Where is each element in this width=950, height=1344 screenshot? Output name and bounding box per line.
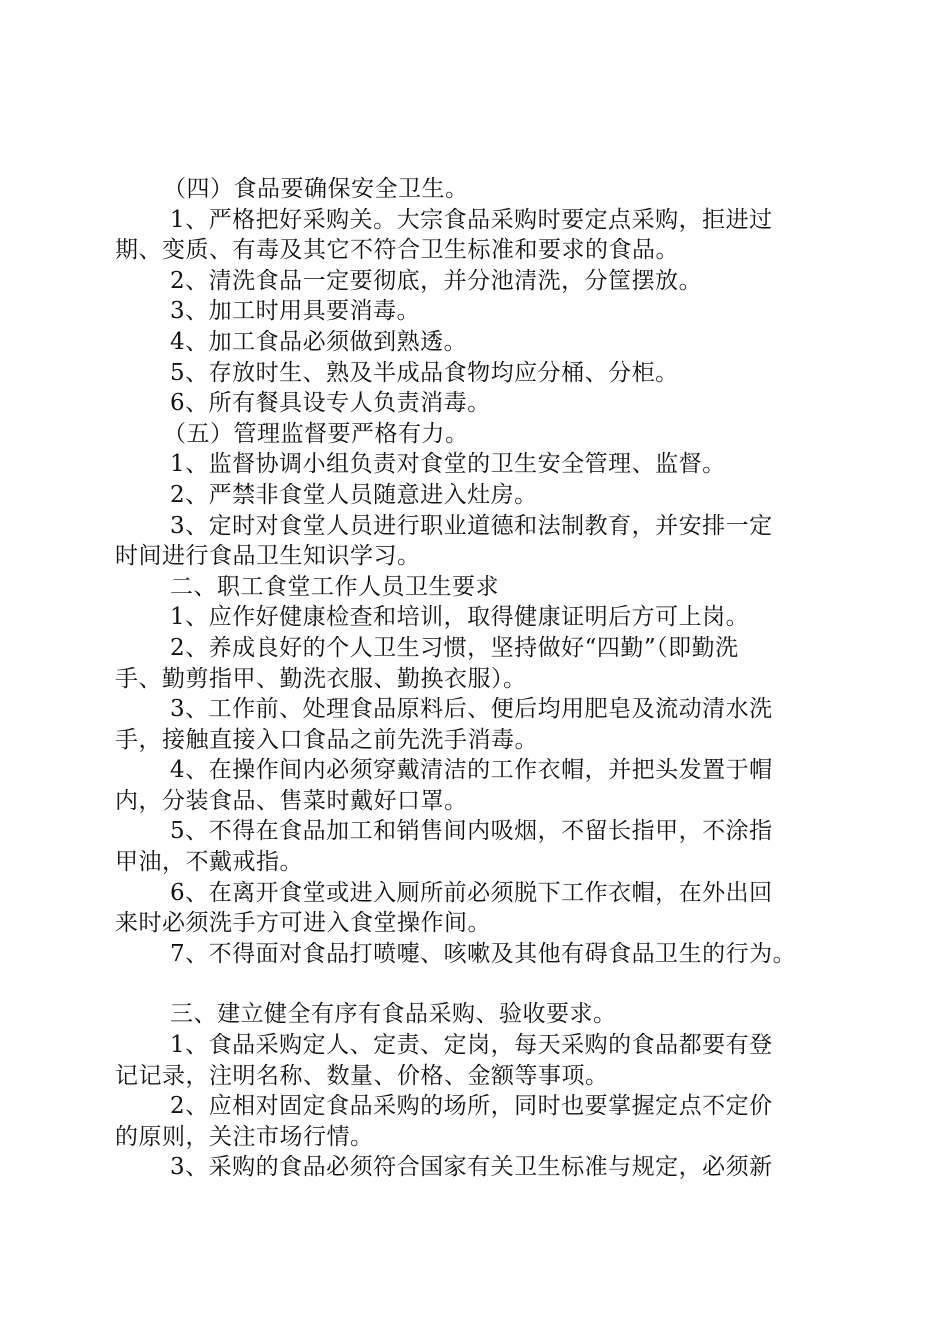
text-line: 手，接触直接入口食品之前先洗手消毒。 <box>115 726 538 753</box>
text-line: 4、加工食品必须做到熟透。 <box>170 328 468 355</box>
text-line: 5、不得在食品加工和销售间内吸烟，不留长指甲，不涂指 <box>170 818 773 845</box>
text-line: 3、定时对食堂人员进行职业道德和法制教育，并安排一定 <box>170 512 773 539</box>
text-line: 甲油，不戴戒指。 <box>115 849 303 876</box>
text-line: 6、所有餐具设专人负责消毒。 <box>170 390 491 417</box>
text-line: 3、工作前、处理食品原料后、便后均用肥皂及流动清水洗 <box>170 696 773 723</box>
text-line: 手、勤剪指甲、勤洗衣服、勤换衣服）。 <box>115 665 527 692</box>
section-heading-3: 三、建立健全有序有食品采购、验收要求。 <box>170 1001 617 1028</box>
text-line: 5、存放时生、熟及半成品食物均应分桶、分柜。 <box>170 359 679 386</box>
text-line: 时间进行食品卫生知识学习。 <box>115 543 421 570</box>
text-line: 记记录，注明名称、数量、价格、金额等事项。 <box>115 1062 609 1089</box>
text-line: 7、不得面对食品打喷嚏、咳嗽及其他有碍食品卫生的行为。 <box>170 940 797 967</box>
text-line: 6、在离开食堂或进入厕所前必须脱下工作衣帽，在外出回 <box>170 879 773 906</box>
text-line: 3、采购的食品必须符合国家有关卫生标准与规定，必须新 <box>170 1154 773 1181</box>
text-line: 的原则，关注市场行情。 <box>115 1123 374 1150</box>
section-heading-4: （四）食品要确保安全卫生。 <box>163 176 469 202</box>
document-body <box>115 174 850 1183</box>
text-line: 1、严格把好采购关。大宗食品采购时要定点采购，拒进过 <box>170 206 773 233</box>
section-heading-2: 二、职工食堂工作人员卫生要求 <box>170 573 499 600</box>
text-line: 2、养成良好的个人卫生习惯，坚持做好“四勤”（即勤洗 <box>170 634 739 661</box>
text-line: 内，分装食品、售菜时戴好口罩。 <box>115 787 468 814</box>
text-line: 2、应相对固定食品采购的场所，同时也要掌握定点不定价 <box>170 1093 773 1120</box>
text-line: 来时必须洗手方可进入食堂操作间。 <box>115 910 491 937</box>
text-line: 2、严禁非食堂人员随意进入灶房。 <box>170 481 538 508</box>
text-line: 1、监督协调小组负责对食堂的卫生安全管理、监督。 <box>170 451 726 478</box>
text-line: 1、应作好健康检查和培训，取得健康证明后方可上岗。 <box>170 604 750 631</box>
text-line: 2、清洗食品一定要彻底，并分池清洗，分筐摆放。 <box>170 267 703 294</box>
blank-line <box>115 969 850 999</box>
text-line: 4、在操作间内必须穿戴清洁的工作衣帽，并把头发置于帽 <box>170 757 773 784</box>
section-heading-5: （五）管理监督要严格有力。 <box>163 420 469 447</box>
text-line: 1、食品采购定人、定责、定岗，每天采购的食品都要有登 <box>170 1032 773 1059</box>
text-line: 期、变质、有毒及其它不符合卫生标准和要求的食品。 <box>115 237 679 264</box>
text-line: 3、加工时用具要消毒。 <box>170 298 421 325</box>
